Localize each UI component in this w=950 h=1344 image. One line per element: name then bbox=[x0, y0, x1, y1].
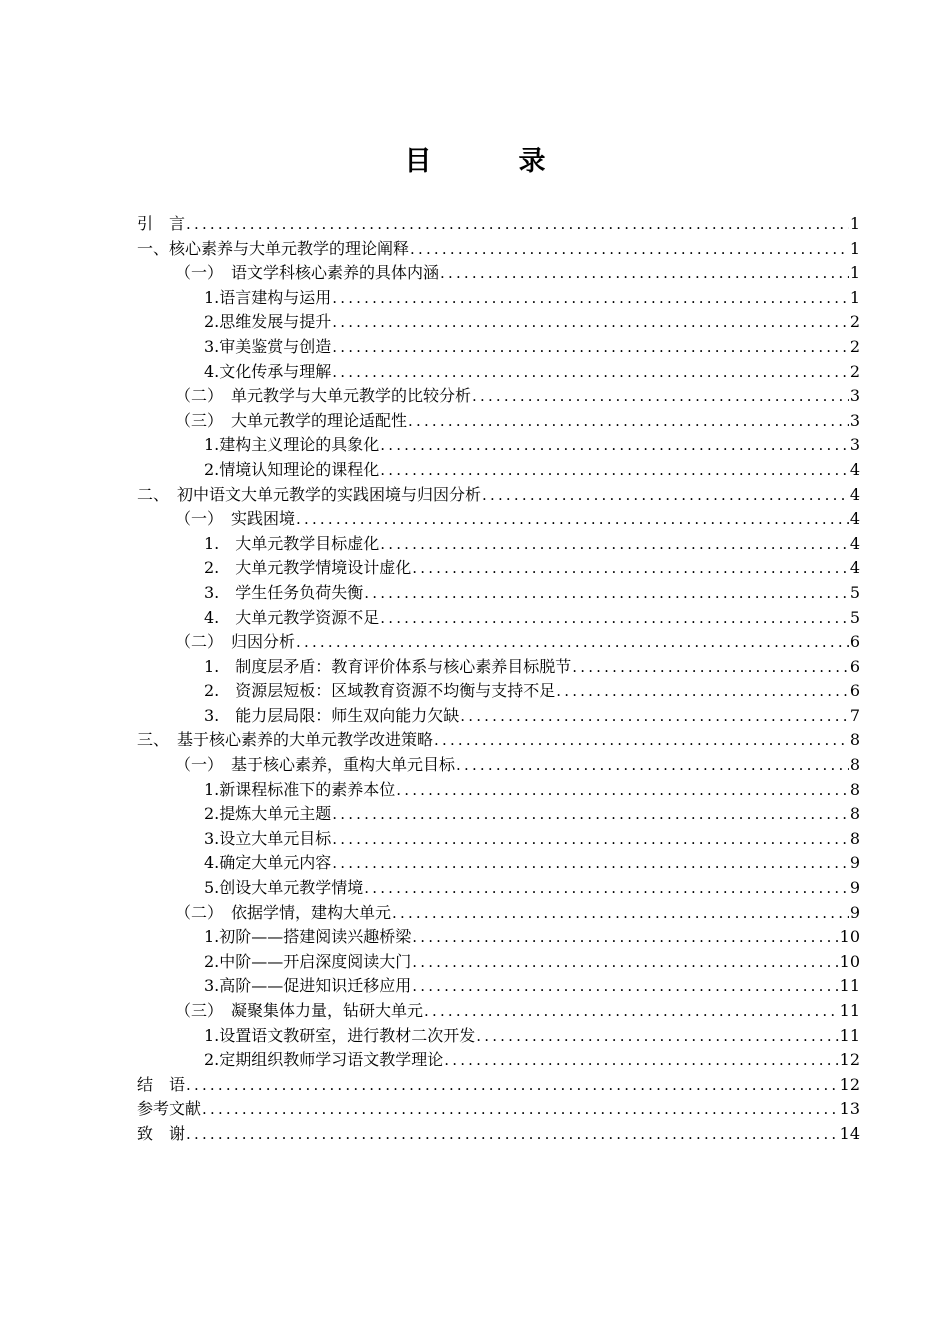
toc-leader-dots bbox=[380, 606, 849, 631]
toc-entry-label: （三） 凝聚集体力量，钻研大单元 bbox=[175, 1001, 424, 1020]
toc-leader-dots bbox=[186, 212, 849, 237]
toc-leader-dots bbox=[572, 655, 849, 680]
toc-entry[interactable] bbox=[137, 1097, 860, 1122]
toc-leader-dots bbox=[202, 1097, 839, 1122]
toc-entry-page-number: 12 bbox=[839, 1074, 860, 1094]
toc-entry-label: 参考文献 bbox=[137, 1099, 202, 1119]
toc-leader-dots bbox=[380, 532, 849, 557]
toc-leader-dots bbox=[380, 458, 849, 483]
toc-entry[interactable] bbox=[137, 606, 860, 631]
toc-entry-label: （二） 单元教学与大单元教学的比较分析 bbox=[175, 386, 472, 406]
toc-entry[interactable] bbox=[137, 507, 860, 532]
toc-entry-page-number: 5 bbox=[849, 582, 860, 602]
toc-leader-dots bbox=[412, 974, 838, 999]
toc-entry[interactable] bbox=[137, 876, 860, 901]
toc-entry-label: 1.初阶——搭建阅读兴趣桥梁 bbox=[204, 927, 412, 947]
toc-entry-page-number: 7 bbox=[849, 705, 860, 725]
toc-entry-label: （二） 归因分析 bbox=[175, 632, 296, 652]
toc-entry-page-number: 11 bbox=[839, 976, 860, 996]
toc-entry[interactable] bbox=[137, 335, 860, 360]
page-title: 目 录 bbox=[404, 146, 576, 177]
toc-entry-page-number: 9 bbox=[849, 902, 860, 922]
toc-entry[interactable] bbox=[137, 999, 860, 1024]
toc-entry-label: 2. 大单元教学情境设计虚化 bbox=[204, 558, 412, 578]
toc-entry-label: （一） 基于核心素养，重构大单元目标 bbox=[175, 755, 456, 775]
toc-entry[interactable] bbox=[137, 778, 860, 803]
toc-entry-page-number: 13 bbox=[839, 1099, 860, 1119]
toc-entry[interactable] bbox=[137, 1122, 860, 1147]
toc-entry[interactable] bbox=[137, 237, 860, 262]
toc-entry[interactable] bbox=[137, 950, 860, 975]
toc-leader-dots bbox=[460, 704, 849, 729]
toc-entry-label: 3.审美鉴赏与创造 bbox=[204, 336, 332, 356]
toc-entry-label: 2.中阶——开启深度阅读大门 bbox=[204, 951, 412, 971]
toc-entry-page-number: 8 bbox=[849, 804, 860, 824]
toc-entry-page-number: 8 bbox=[849, 755, 860, 775]
toc-entry-page-number: 4 bbox=[849, 558, 860, 578]
toc-entry-label: 二、 初中语文大单元教学的实践困境与归因分析 bbox=[137, 484, 482, 504]
toc-entry[interactable] bbox=[137, 925, 860, 950]
toc-leader-dots bbox=[482, 483, 849, 508]
toc-entry-page-number: 8 bbox=[849, 779, 860, 799]
toc-leader-dots bbox=[332, 802, 849, 827]
toc-entry-label: 1.新课程标准下的素养本位 bbox=[204, 779, 396, 799]
toc-entry[interactable] bbox=[137, 1073, 860, 1098]
toc-entry-label: （二） 依据学情，建构大单元 bbox=[175, 902, 392, 922]
toc-leader-dots bbox=[440, 261, 849, 286]
toc-entry[interactable] bbox=[137, 212, 860, 237]
toc-leader-dots bbox=[476, 1024, 838, 1049]
toc-entry-label: 3.设立大单元目标 bbox=[204, 828, 332, 848]
toc-entry-label: 2. 资源层短板：区域教育资源不均衡与支持不足 bbox=[204, 681, 556, 701]
toc-entry[interactable] bbox=[137, 483, 860, 508]
toc-entry-label: 致 谢 bbox=[137, 1123, 186, 1143]
toc-entry-page-number: 6 bbox=[849, 632, 860, 652]
toc-leader-dots bbox=[380, 433, 849, 458]
toc-entry[interactable] bbox=[137, 433, 860, 458]
toc-entry-page-number: 14 bbox=[839, 1123, 860, 1143]
toc-leader-dots bbox=[444, 1048, 838, 1073]
toc-leader-dots bbox=[332, 335, 849, 360]
toc-entry[interactable] bbox=[137, 458, 860, 483]
toc-leader-dots bbox=[296, 630, 849, 655]
toc-entry-label: 4.确定大单元内容 bbox=[204, 853, 332, 873]
toc-leader-dots bbox=[364, 581, 849, 606]
toc-entry-page-number: 2 bbox=[849, 361, 860, 381]
toc-entry-label: 1.语言建构与运用 bbox=[204, 287, 332, 307]
toc-entry-label: （一） 语文学科核心素养的具体内涵 bbox=[175, 263, 440, 283]
toc-entry-page-number: 4 bbox=[849, 484, 860, 504]
toc-entry[interactable] bbox=[137, 261, 860, 286]
toc-entry[interactable] bbox=[137, 728, 860, 753]
toc-leader-dots bbox=[412, 925, 838, 950]
toc-entry-label: 5.创设大单元教学情境 bbox=[204, 878, 364, 898]
toc-entry[interactable] bbox=[137, 384, 860, 409]
toc-entry-page-number: 6 bbox=[849, 681, 860, 701]
toc-entry-page-number: 3 bbox=[849, 435, 860, 455]
toc-leader-dots bbox=[364, 876, 849, 901]
toc-entry[interactable] bbox=[137, 310, 860, 335]
toc-leader-dots bbox=[412, 556, 849, 581]
toc-entry-page-number: 4 bbox=[849, 533, 860, 553]
toc-leader-dots bbox=[332, 360, 849, 385]
toc-entry[interactable] bbox=[137, 286, 860, 311]
toc-entry[interactable] bbox=[137, 974, 860, 999]
toc-leader-dots bbox=[410, 237, 849, 262]
toc-entry-page-number: 4 bbox=[849, 509, 860, 529]
toc-leader-dots bbox=[396, 778, 849, 803]
toc-entry[interactable] bbox=[137, 581, 860, 606]
toc-entry-page-number: 10 bbox=[839, 927, 860, 947]
toc-entry-page-number: 10 bbox=[839, 951, 860, 971]
toc-entry-label: 4.文化传承与理解 bbox=[204, 361, 332, 381]
toc-leader-dots bbox=[556, 679, 849, 704]
toc-leader-dots bbox=[296, 507, 849, 532]
toc-leader-dots bbox=[186, 1122, 839, 1147]
toc-entry-label: 引 言 bbox=[137, 214, 186, 233]
toc-entry[interactable] bbox=[137, 556, 860, 581]
toc-leader-dots bbox=[332, 851, 849, 876]
toc-entry-label: 一、核心素养与大单元教学的理论阐释 bbox=[137, 238, 410, 258]
toc-entry-label: 1. 制度层矛盾：教育评价体系与核心素养目标脱节 bbox=[204, 656, 572, 676]
toc-entry[interactable] bbox=[137, 851, 860, 876]
toc-leader-dots bbox=[392, 901, 849, 926]
toc-entry-page-number: 1 bbox=[849, 214, 860, 233]
toc-entry-page-number: 6 bbox=[849, 656, 860, 676]
toc-entry-label: 3. 能力层局限：师生双向能力欠缺 bbox=[204, 705, 460, 725]
toc-entry-page-number: 11 bbox=[839, 1001, 860, 1020]
toc-entry[interactable] bbox=[137, 679, 860, 704]
toc-entry-page-number: 1 bbox=[849, 263, 860, 283]
toc-entry-page-number: 1 bbox=[849, 238, 860, 258]
toc-entry-label: 2.情境认知理论的课程化 bbox=[204, 459, 380, 479]
toc-entry[interactable] bbox=[137, 753, 860, 778]
toc-entry[interactable] bbox=[137, 360, 860, 385]
toc-leader-dots bbox=[456, 753, 849, 778]
toc-entry[interactable] bbox=[137, 532, 860, 557]
toc-entry[interactable] bbox=[137, 655, 860, 680]
toc-entry-label: 结 语 bbox=[137, 1074, 186, 1094]
toc-entry-page-number: 9 bbox=[849, 853, 860, 873]
toc-entry-page-number: 5 bbox=[849, 607, 860, 627]
toc-entry-label: 2.思维发展与提升 bbox=[204, 312, 332, 332]
toc-leader-dots bbox=[472, 384, 849, 409]
toc-entry-label: 1. 大单元教学目标虚化 bbox=[204, 533, 380, 553]
toc-entry-page-number: 12 bbox=[839, 1050, 860, 1070]
toc-entry[interactable] bbox=[137, 1048, 860, 1073]
toc-entry-page-number: 3 bbox=[849, 410, 860, 430]
toc-entry[interactable] bbox=[137, 1024, 860, 1049]
toc-entry-page-number: 3 bbox=[849, 386, 860, 406]
toc-entry[interactable] bbox=[137, 630, 860, 655]
toc-entry-label: （三） 大单元教学的理论适配性 bbox=[175, 410, 408, 430]
toc-entry-label: 2.提炼大单元主题 bbox=[204, 804, 332, 824]
table-of-contents bbox=[137, 212, 860, 1147]
toc-entry-label: 1.设置语文教研室，进行教材二次开发 bbox=[204, 1025, 476, 1045]
toc-leader-dots bbox=[332, 310, 849, 335]
toc-entry-label: 三、 基于核心素养的大单元教学改进策略 bbox=[137, 730, 434, 750]
toc-entry-page-number: 8 bbox=[849, 828, 860, 848]
toc-entry-page-number: 2 bbox=[849, 312, 860, 332]
toc-entry-page-number: 2 bbox=[849, 336, 860, 356]
toc-entry-page-number: 9 bbox=[849, 878, 860, 898]
toc-entry-label: 2.定期组织教师学习语文教学理论 bbox=[204, 1050, 444, 1070]
toc-leader-dots bbox=[408, 409, 849, 434]
toc-entry-label: （一） 实践困境 bbox=[175, 509, 296, 529]
toc-leader-dots bbox=[186, 1073, 839, 1098]
toc-leader-dots bbox=[412, 950, 838, 975]
toc-entry-page-number: 1 bbox=[849, 287, 860, 307]
toc-entry-page-number: 8 bbox=[849, 730, 860, 750]
toc-entry[interactable] bbox=[137, 409, 860, 434]
toc-leader-dots bbox=[434, 728, 849, 753]
toc-leader-dots bbox=[424, 999, 839, 1024]
toc-entry-label: 4. 大单元教学资源不足 bbox=[204, 607, 380, 627]
toc-entry-page-number: 11 bbox=[839, 1025, 860, 1045]
toc-entry-label: 3. 学生任务负荷失衡 bbox=[204, 582, 364, 602]
toc-entry[interactable] bbox=[137, 901, 860, 926]
toc-leader-dots bbox=[332, 286, 849, 311]
toc-entry[interactable] bbox=[137, 802, 860, 827]
toc-entry[interactable] bbox=[137, 827, 860, 852]
toc-entry[interactable] bbox=[137, 704, 860, 729]
toc-leader-dots bbox=[332, 827, 849, 852]
toc-entry-label: 3.高阶——促进知识迁移应用 bbox=[204, 976, 412, 996]
toc-entry-page-number: 4 bbox=[849, 459, 860, 479]
toc-entry-label: 1.建构主义理论的具象化 bbox=[204, 435, 380, 455]
